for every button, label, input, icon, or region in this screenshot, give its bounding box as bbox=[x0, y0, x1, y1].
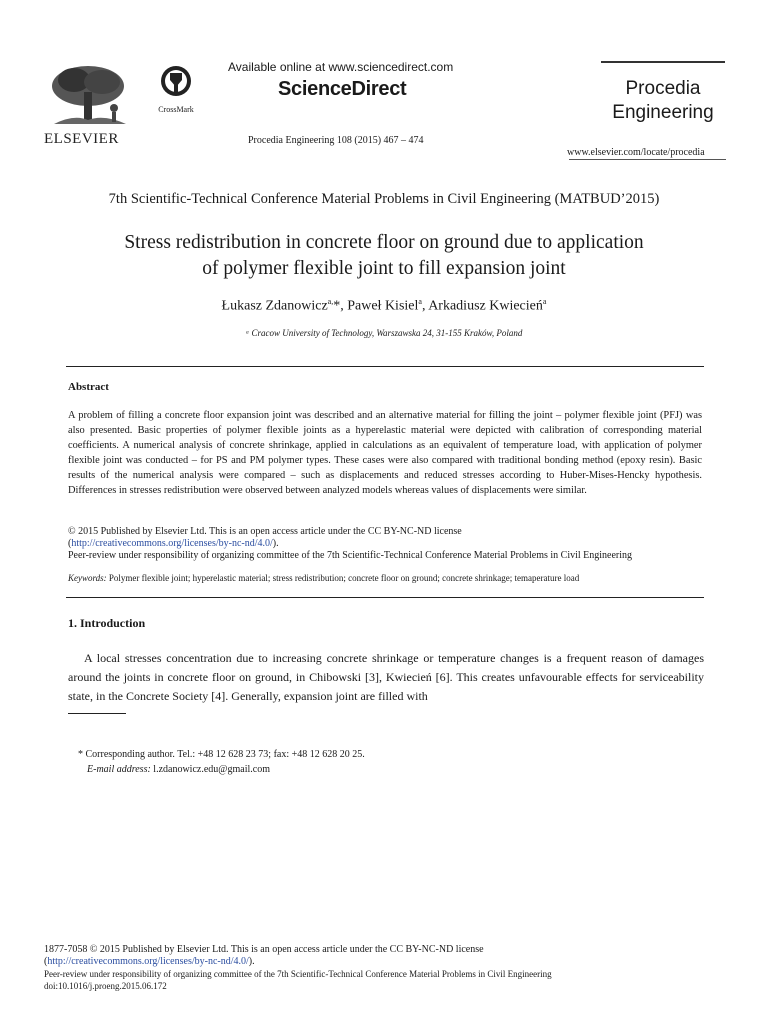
crossmark-label: CrossMark bbox=[158, 105, 194, 114]
email-footnote bbox=[87, 764, 270, 775]
footer-doi[interactable]: doi:10.1016/j.proeng.2015.06.172 bbox=[44, 981, 167, 991]
footer-license-line bbox=[44, 956, 724, 968]
footer-license-close: ). bbox=[248, 956, 255, 967]
available-online-text: Available online at www.sciencedirect.com bbox=[228, 60, 454, 74]
license-open: ( bbox=[68, 538, 72, 549]
introduction-paragraph: A local stresses concentration due to increasing concrete shrinkage or temperature changes is a frequent reason of damages around the joints in concrete floor on ground, in Chibowski [3], Kwiecień [6]. This creates unfavourable effects for serviceability state, in the Concrete Society [4]. Generally, expansion joint are filled with bbox=[68, 651, 704, 703]
email-label: E-mail address: bbox=[87, 764, 151, 775]
abstract-text: A problem of filling a concrete floor expansion joint was described and an alternative material for filling the joint – polymer flexible joint (PFJ) was also presented. Basic properties of polymer flexible joints as a hyperelastic material were depicted with calibration of corresponding material coefficients. A numerical analysis of concrete shrinkage, applied in calculations as an equivalent of temperature load, with application of polymer flexible joint was conducted – for PS and PM polymer types. These cases were also compared with traditional bonding method (epoxy resin). Basic results of the numerical analysis were compared – such as displacements and reduced stresses according to Huber-Mises-Hencky hypothesis. Differences in stresses redistribution were observed between analyzed models whereas values of displacements were similar. bbox=[68, 410, 702, 496]
license-line bbox=[68, 538, 708, 550]
article-title bbox=[40, 230, 728, 282]
abstract-heading: Abstract bbox=[68, 381, 109, 393]
copyright-block bbox=[68, 526, 708, 562]
footer-peer-review: Peer-review under responsibility of organizing committee of the 7th Scientific-Technical Conference Material Problems in Civil Engineering bbox=[44, 969, 552, 979]
conference-name: 7th Scientific-Technical Conference Material Problems in Civil Engineering (MATBUD’2015) bbox=[108, 191, 660, 207]
peer-review-line: Peer-review under responsibility of organizing committee of the 7th Scientific-Technical Conference Material Problems in Civil Engineering bbox=[68, 550, 633, 561]
author-separator: , bbox=[421, 298, 429, 314]
section-heading-introduction: 1. Introduction bbox=[68, 616, 146, 630]
author-name: Łukasz Zdanowicz bbox=[221, 298, 328, 314]
title-line1: Stress redistribution in concrete floor on ground due to application bbox=[124, 232, 644, 253]
publisher-name: ELSEVIER bbox=[44, 131, 119, 147]
procedia-top-rule bbox=[601, 61, 725, 63]
keywords-label: Keywords: bbox=[68, 573, 107, 583]
keywords-line bbox=[68, 573, 708, 583]
crossmark-icon bbox=[153, 64, 199, 98]
title-line2: of polymer flexible joint to fill expansion joint bbox=[202, 258, 566, 279]
author-list bbox=[0, 297, 768, 315]
keywords-text: Polymer flexible joint; hyperelastic material; stress redistribution; concrete floor on ground; concrete shrinkage; temaperature load bbox=[106, 573, 580, 583]
author-affiliation-mark: a bbox=[542, 297, 547, 306]
page-footer bbox=[44, 944, 724, 992]
email-address[interactable]: l.zdanowicz.edu@gmail.com bbox=[150, 764, 270, 775]
journal-reference: Procedia Engineering 108 (2015) 467 – 474 bbox=[248, 135, 424, 146]
procedia-title-line1: Procedia bbox=[625, 78, 701, 99]
footnote-rule bbox=[68, 713, 126, 714]
crossmark-badge[interactable] bbox=[153, 64, 199, 114]
footer-issn-line: 1877-7058 © 2015 Published by Elsevier Ltd. This is an open access article under the CC BY-NC-ND license bbox=[44, 944, 484, 955]
footer-license-open: ( bbox=[44, 956, 48, 967]
procedia-title-line2: Engineering bbox=[612, 102, 714, 123]
procedia-journal-title bbox=[601, 77, 725, 125]
author-affiliation-mark: a, bbox=[327, 297, 334, 306]
footer-license-link[interactable]: http://creativecommons.org/licenses/by-nc-nd/4.0/ bbox=[47, 956, 249, 967]
abstract-top-rule bbox=[66, 366, 704, 367]
sciencedirect-logo[interactable]: ScienceDirect bbox=[278, 78, 407, 100]
affiliation: ᵃ Cracow University of Technology, Warszawska 24, 31-155 Kraków, Poland bbox=[245, 328, 523, 338]
license-link[interactable]: http://creativecommons.org/licenses/by-nc-nd/4.0/ bbox=[71, 538, 273, 549]
corresponding-mark: *, bbox=[333, 298, 348, 314]
abstract-bottom-rule bbox=[66, 597, 704, 598]
elsevier-logo-icon bbox=[44, 62, 136, 142]
procedia-bottom-rule bbox=[569, 159, 726, 160]
corresponding-author-footnote: * Corresponding author. Tel.: +48 12 628 23 73; fax: +48 12 628 20 25. bbox=[78, 749, 365, 760]
journal-url-link[interactable]: www.elsevier.com/locate/procedia bbox=[567, 147, 705, 158]
author-affiliation-mark: a bbox=[418, 297, 422, 306]
author-name: Paweł Kisiel bbox=[347, 298, 419, 314]
license-close: ). bbox=[272, 538, 279, 549]
author-name: Arkadiusz Kwiecień bbox=[428, 298, 543, 314]
copyright-line: © 2015 Published by Elsevier Ltd. This is an open access article under the CC BY-NC-ND license bbox=[68, 526, 462, 537]
